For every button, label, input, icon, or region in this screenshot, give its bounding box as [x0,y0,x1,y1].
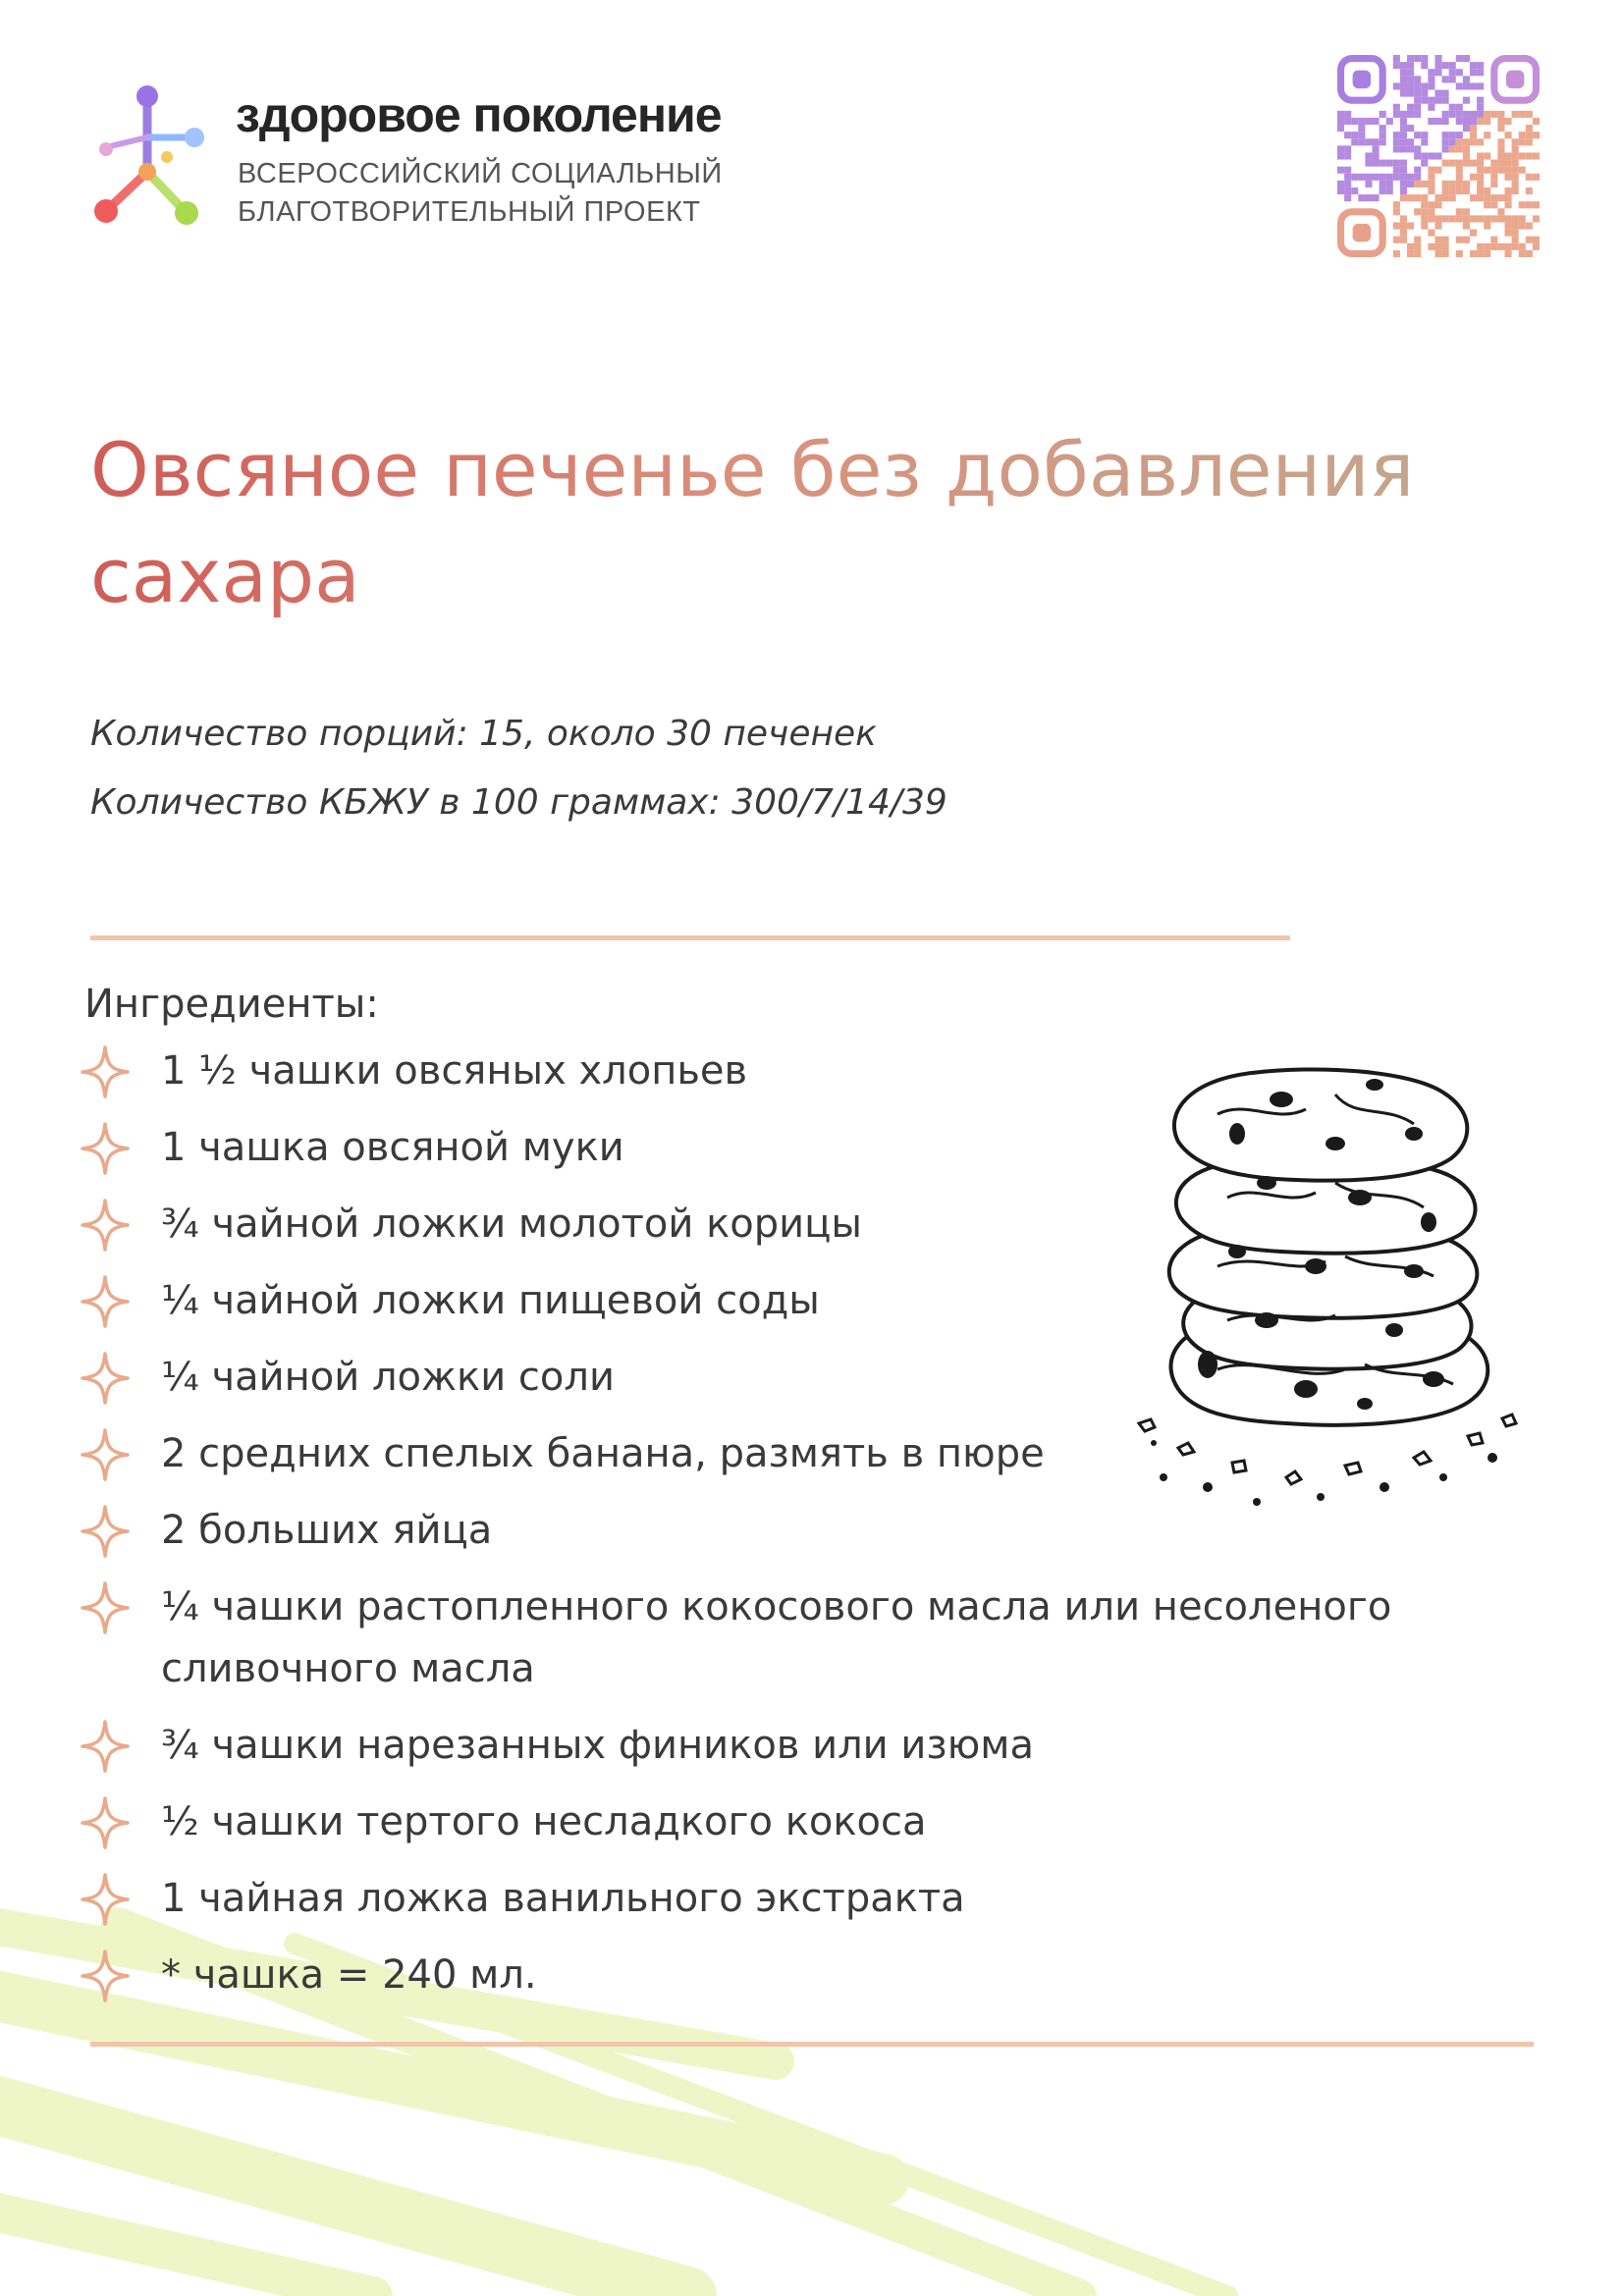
sparkle-star-icon [81,1720,130,1773]
sparkle-star-icon [81,1045,130,1098]
sparkle-star-icon [81,1505,130,1558]
sparkle-star-icon [81,1581,130,1634]
sparkle-star-icon [81,1873,130,1926]
brand-subtitle [238,155,723,232]
ingredient-text: 2 больших яйца [161,1508,493,1553]
sparkle-star-icon [81,1275,130,1328]
ingredient-item [81,1715,1475,1777]
sparkle-star-icon [81,1122,130,1175]
ingredient-text: ¾ чашки нарезанных фиников или изюма [161,1723,1034,1768]
ingredient-item [81,1576,1475,1700]
cookie-stack-illustration [1119,1026,1522,1517]
divider-bottom [90,2042,1534,2047]
kbju-info: Количество КБЖУ в 100 граммах: 300/7/14/39 [90,782,947,823]
ingredient-item [81,1945,1475,2006]
sparkle-star-icon [81,1796,130,1849]
portions-info: Количество порций: 15, около 30 печенек [90,714,877,754]
ingredient-text: ½ чашки тертого несладкого кокоса [161,1799,927,1844]
recipe-title: Овсяное печенье без добавления сахара [90,417,1504,629]
ingredient-text: ¼ чайной ложки пищевой соды [161,1278,820,1323]
qr-code-icon [1337,55,1540,257]
ingredient-item [81,1868,1475,1930]
ingredient-text: ¾ чайной ложки молотой корицы [161,1201,862,1247]
ingredients-heading: Ингредиенты: [84,982,379,1027]
ingredient-text: ¼ чайной ложки соли [161,1355,615,1400]
sparkle-star-icon [81,1352,130,1405]
molecule-logo-icon [86,79,214,236]
ingredient-text: * чашка = 240 мл. [161,1952,537,1998]
ingredient-text: ¼ чашки растопленного кокосового масла или несоленого сливочного масла [161,1584,1392,1691]
brand-subtitle-line2: БЛАГОТВОРИТЕЛЬНЫЙ ПРОЕКТ [238,196,701,228]
brand-name: здоровое поколение [236,87,722,142]
divider-top [90,935,1290,940]
sparkle-star-icon [81,1949,130,2002]
sparkle-star-icon [81,1428,130,1481]
ingredient-text: 2 средних спелых банана, размять в пюре [161,1431,1045,1476]
ingredient-item [81,1791,1475,1853]
ingredient-text: 1 чайная ложка ванильного экстракта [161,1876,965,1921]
sparkle-star-icon [81,1199,130,1252]
brand-subtitle-line1: ВСЕРОССИЙСКИЙ СОЦИАЛЬНЫЙ [238,158,723,189]
ingredient-text: 1 ½ чашки овсяных хлопьев [161,1048,748,1094]
ingredient-text: 1 чашка овсяной муки [161,1125,624,1170]
